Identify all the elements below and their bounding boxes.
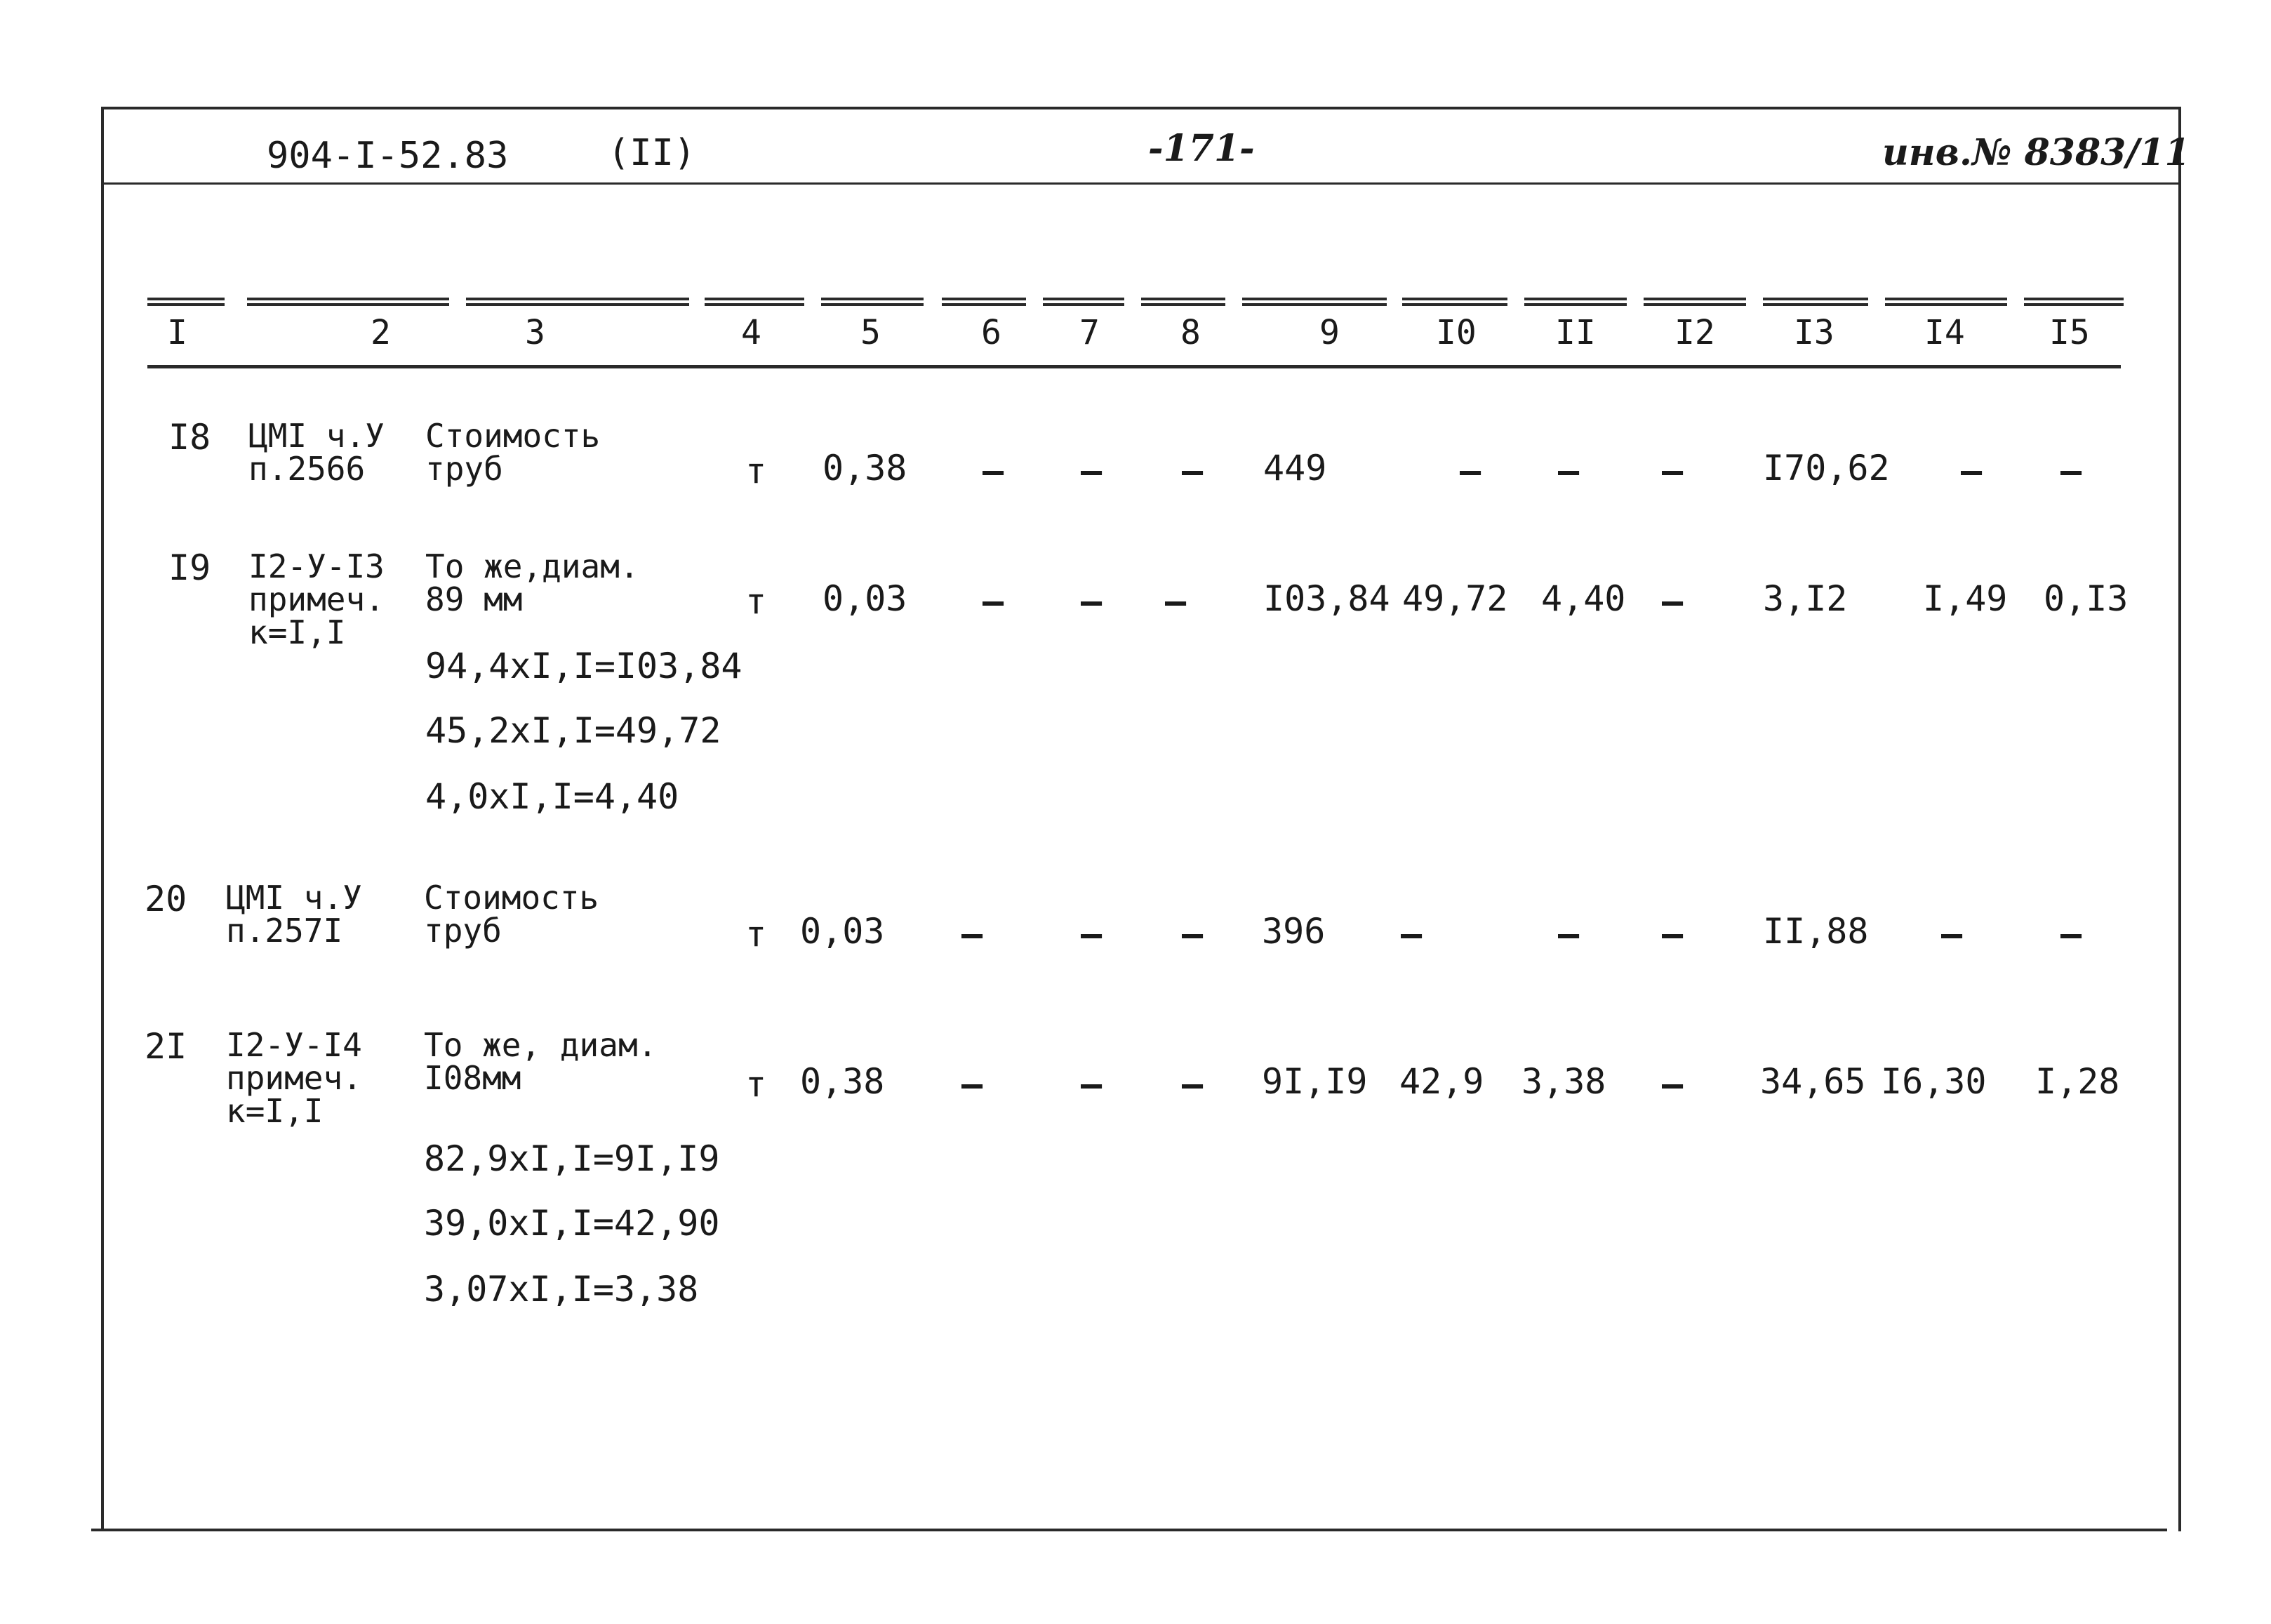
calc-line: 82,9xI,I=9I,I9 (424, 1138, 720, 1179)
row-number: I8 (168, 417, 211, 458)
row-col11: 4,40 (1541, 578, 1626, 619)
col-header-3: 3 (525, 313, 545, 352)
col-header-13: I3 (1794, 313, 1834, 352)
row-code: ЦМI ч.У п.257I (226, 879, 362, 950)
page-number: -171- (1148, 127, 1255, 170)
row-col11: 3,38 (1521, 1061, 1606, 1102)
row-col9: 9I,I9 (1262, 1061, 1368, 1102)
row-col12: – (1662, 1064, 1684, 1105)
row-number: I9 (168, 547, 211, 588)
row-col7: – (1081, 581, 1103, 622)
col-rule-4 (705, 298, 804, 306)
row-col8: – (1182, 914, 1204, 954)
col-header-6: 6 (981, 313, 1001, 352)
row-col5: 0,03 (800, 911, 885, 952)
row-unit: т (745, 451, 767, 491)
col-rule-6 (942, 298, 1026, 306)
row-col7: – (1081, 451, 1103, 491)
row-col14: – (1941, 914, 1963, 954)
col-rule-12 (1644, 298, 1746, 306)
row-description: Стоимость труб (425, 417, 601, 488)
row-unit: т (745, 1064, 767, 1105)
row-col11: – (1558, 914, 1580, 954)
row-col10: 49,72 (1402, 578, 1508, 619)
col-header-2: 2 (371, 313, 391, 352)
col-header-4: 4 (741, 313, 761, 352)
frame-bottom-border (91, 1529, 2167, 1531)
row-col8: – (1182, 451, 1204, 491)
row-col13: 3,I2 (1763, 578, 1848, 619)
row-code: I2-У-I3 примеч. к=I,I (248, 547, 385, 651)
row-col13: 34,65 (1760, 1061, 1866, 1102)
col-rule-13 (1763, 298, 1868, 306)
row-col12: – (1662, 914, 1684, 954)
col-rule-1 (147, 298, 225, 306)
row-col5: 0,03 (823, 578, 907, 619)
frame-left-border (101, 107, 104, 1531)
row-col6: – (961, 1064, 983, 1105)
frame-right-border (2178, 107, 2181, 1531)
row-col13: II,88 (1763, 911, 1869, 952)
col-header-10: I0 (1436, 313, 1477, 352)
col-header-11: II (1555, 313, 1596, 352)
row-number: 20 (145, 879, 187, 919)
row-col8: – (1165, 581, 1187, 622)
calc-line: 39,0xI,I=42,90 (424, 1203, 720, 1244)
calc-line: 4,0xI,I=4,40 (425, 776, 679, 817)
row-description: Стоимость труб (424, 879, 599, 950)
row-col8: – (1182, 1064, 1204, 1105)
row-number: 2I (145, 1026, 187, 1067)
col-rule-7 (1043, 298, 1124, 306)
col-rule-5 (821, 298, 924, 306)
row-col15: – (2060, 451, 2082, 491)
inventory-number: инв.№ 8383/11 (1882, 131, 2190, 174)
row-col6: – (983, 581, 1004, 622)
row-unit: т (745, 581, 767, 622)
calc-line: 45,2xI,I=49,72 (425, 710, 721, 751)
row-description: То же,диам. 89 мм (425, 547, 639, 618)
row-col14: I6,30 (1881, 1061, 1987, 1102)
row-col10: 42,9 (1399, 1061, 1484, 1102)
col-header-1: I (167, 313, 187, 352)
row-col6: – (961, 914, 983, 954)
calc-line: 3,07xI,I=3,38 (424, 1269, 699, 1310)
row-col14: – (1961, 451, 1983, 491)
row-col11: – (1558, 451, 1580, 491)
col-rule-9 (1242, 298, 1387, 306)
calc-line: 94,4xI,I=I03,84 (425, 646, 742, 686)
col-rule-8 (1141, 298, 1225, 306)
col-header-12: I2 (1674, 313, 1715, 352)
row-col13: I70,62 (1763, 448, 1890, 488)
header-divider (104, 182, 2181, 185)
col-rule-3 (466, 298, 689, 306)
row-col12: – (1662, 451, 1684, 491)
col-header-8: 8 (1180, 313, 1201, 352)
col-rule-10 (1402, 298, 1507, 306)
row-col9: 449 (1263, 448, 1327, 488)
frame-top-border (104, 107, 2181, 109)
header-underline (147, 365, 2121, 368)
row-col10: – (1460, 451, 1481, 491)
doc-code: 904-I-52.83 (267, 135, 509, 177)
row-col15: I,28 (2035, 1061, 2120, 1102)
row-description: То же, диам. I08мм (424, 1026, 658, 1097)
row-col9: 396 (1262, 911, 1326, 952)
col-header-15: I5 (2049, 313, 2090, 352)
row-col10: – (1401, 914, 1423, 954)
row-code: ЦМI ч.У п.2566 (248, 417, 385, 488)
col-header-5: 5 (860, 313, 881, 352)
row-col7: – (1081, 1064, 1103, 1105)
row-col9: I03,84 (1263, 578, 1390, 619)
col-header-9: 9 (1319, 313, 1340, 352)
col-rule-11 (1524, 298, 1627, 306)
row-col5: 0,38 (800, 1061, 885, 1102)
row-code: I2-У-I4 примеч. к=I,I (226, 1026, 362, 1130)
row-col14: I,49 (1923, 578, 2008, 619)
row-unit: т (745, 914, 767, 954)
doc-part: (II) (608, 132, 696, 174)
col-rule-14 (1885, 298, 2007, 306)
col-header-14: I4 (1924, 313, 1965, 352)
col-rule-2 (247, 298, 449, 306)
col-header-7: 7 (1079, 313, 1100, 352)
row-col15: – (2060, 914, 2082, 954)
col-rule-15 (2024, 298, 2124, 306)
row-col7: – (1081, 914, 1103, 954)
row-col5: 0,38 (823, 448, 907, 488)
row-col6: – (983, 451, 1004, 491)
row-col12: – (1662, 581, 1684, 622)
row-col15: 0,I3 (2044, 578, 2129, 619)
